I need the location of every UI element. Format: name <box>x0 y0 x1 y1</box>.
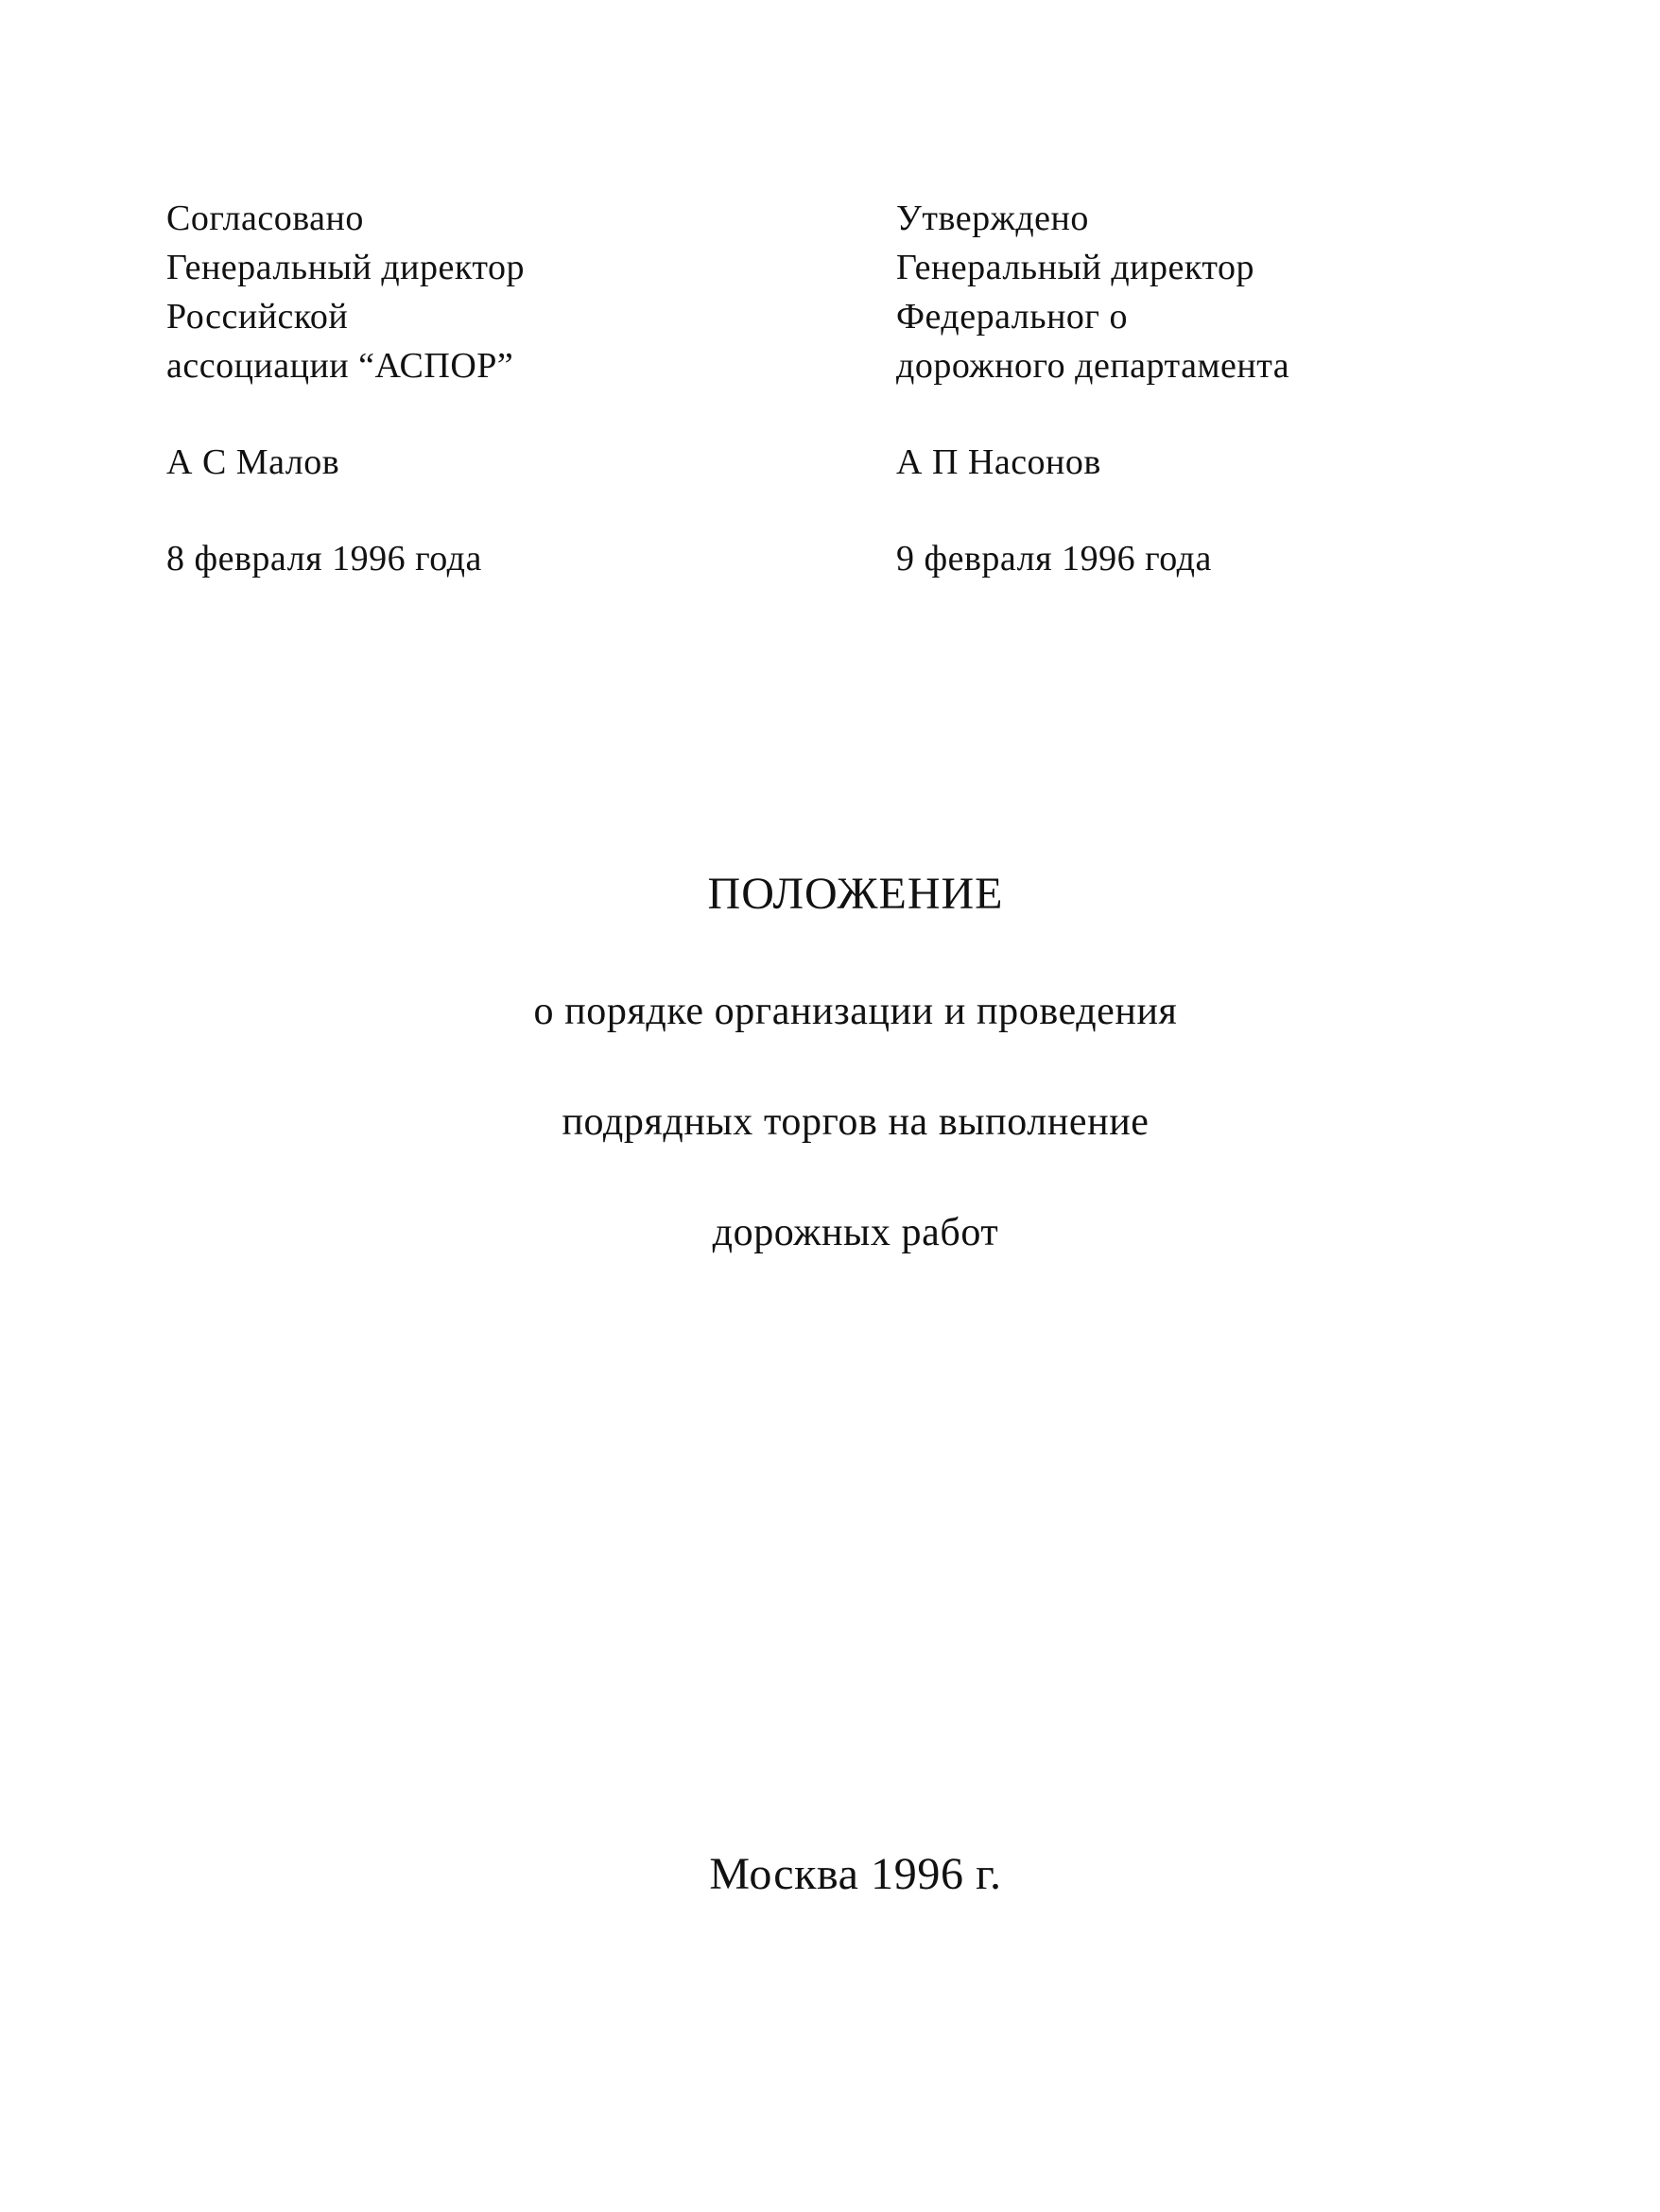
approval-date: 8 февраля 1996 года <box>166 539 482 579</box>
document-subtitle-line3: дорожных работ <box>712 1211 999 1254</box>
approval-heading: Утверждено <box>896 199 1089 238</box>
document-subtitle-line1: о порядке организации и проведения <box>533 990 1178 1033</box>
approval-position: Генеральный директор <box>896 248 1254 287</box>
approval-position: Генеральный директор <box>166 248 525 287</box>
approval-heading: Согласовано <box>166 199 364 238</box>
approval-signatory: А П Насонов <box>896 442 1101 482</box>
approval-organization-line1: Федеральног о <box>896 297 1129 337</box>
approval-organization-line2: ассоциации “АСПОР” <box>166 346 514 386</box>
approval-block-approved <box>896 194 1289 583</box>
document-title: ПОЛОЖЕНИЕ <box>707 869 1004 919</box>
place-and-year: Москва 1996 г. <box>709 1849 1002 1899</box>
approval-organization-line1: Российской <box>166 297 349 337</box>
approval-block-agreed <box>166 194 525 583</box>
document-subtitle-line2: подрядных торгов на выполнение <box>562 1100 1150 1144</box>
approval-organization-line2: дорожного департамента <box>896 346 1290 386</box>
approval-signatory: А С Малов <box>166 442 340 482</box>
approval-date: 9 февраля 1996 года <box>896 539 1212 579</box>
